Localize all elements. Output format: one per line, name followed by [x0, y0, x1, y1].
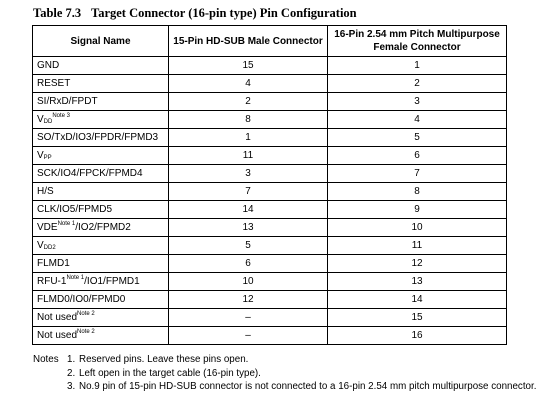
table-row: [33, 93, 507, 111]
note-item: [33, 380, 536, 394]
pin16-cell: 7: [328, 165, 507, 183]
signal-name: V: [37, 150, 44, 161]
signal-name: H/S: [37, 186, 54, 197]
signal-name: VDE: [37, 222, 58, 233]
pin16-cell: 2: [328, 75, 507, 93]
pin16-cell: 14: [328, 291, 507, 309]
table-row: [33, 291, 507, 309]
hdsub-pin-cell: 4: [169, 75, 328, 93]
signal-name-cell: [33, 147, 169, 165]
table-row: [33, 273, 507, 291]
signal-name-cell: [33, 273, 169, 291]
table-row: [33, 129, 507, 147]
signal-name: SO/TxD/IO3/FPDR/FPMD3: [37, 132, 159, 143]
notes: [33, 353, 536, 394]
hdsub-pin-cell: –: [169, 309, 328, 327]
signal-subscript: PP: [43, 155, 52, 161]
table-title: Target Connector (16-pin type) Pin Configuration: [91, 6, 357, 20]
note-item: [33, 353, 536, 367]
note-number: 1.: [67, 354, 76, 365]
pin16-cell: 13: [328, 273, 507, 291]
table-row: [33, 237, 507, 255]
hdsub-pin-cell: 6: [169, 255, 328, 273]
signal-name-suffix: /IO1/FPMD1: [84, 276, 140, 287]
table-row: [33, 309, 507, 327]
note-number: 2.: [67, 367, 76, 379]
pin16-cell: 9: [328, 201, 507, 219]
signal-name-cell: [33, 309, 169, 327]
signal-name: V: [37, 240, 44, 251]
signal-name-cell: [33, 255, 169, 273]
note-text: Left open in the target cable (16-pin type).: [79, 367, 261, 379]
table-row: [33, 57, 507, 75]
hdsub-pin-cell: 7: [169, 183, 328, 201]
hdsub-pin-cell: 2: [169, 93, 328, 111]
pin16-cell: 8: [328, 183, 507, 201]
table-number: Table 7.3: [33, 6, 82, 20]
signal-name-cell: [33, 183, 169, 201]
note-text: No.9 pin of 15-pin HD-SUB connector is not connected to a 16-pin 2.54 mm pitch multipurpose connector.: [79, 381, 537, 392]
signal-name-cell: [33, 75, 169, 93]
signal-name: V: [37, 114, 44, 125]
signal-subscript: DD: [43, 119, 53, 125]
signal-name-cell: [33, 219, 169, 237]
signal-name-cell: [33, 201, 169, 219]
table-header-row: [33, 26, 507, 57]
pin16-cell: 6: [328, 147, 507, 165]
table-row: [33, 75, 507, 93]
hdsub-pin-cell: 14: [169, 201, 328, 219]
pin16-cell: 11: [328, 237, 507, 255]
signal-name: Not used: [37, 312, 78, 323]
hdsub-pin-cell: 3: [169, 165, 328, 183]
header-signal-name: Signal Name: [33, 26, 169, 57]
note-reference: Note 2: [77, 329, 95, 335]
table-caption: [33, 6, 357, 21]
hdsub-pin-cell: 11: [169, 147, 328, 165]
signal-name: SI/RxD/FPDT: [37, 96, 98, 107]
note-reference: Note 1: [57, 221, 76, 227]
signal-name: FLMD0/IO0/FPMD0: [37, 294, 126, 305]
header-hdsub-connector: 15-Pin HD-SUB Male Connector: [169, 26, 328, 57]
hdsub-pin-cell: 13: [169, 219, 328, 237]
table-row: [33, 111, 507, 129]
note-reference: Note 2: [77, 311, 95, 317]
pin16-cell: 10: [328, 219, 507, 237]
pin16-cell: 3: [328, 93, 507, 111]
pin16-cell: 5: [328, 129, 507, 147]
note-item: [33, 367, 536, 381]
signal-name-cell: [33, 237, 169, 255]
table-row: [33, 327, 507, 345]
signal-name-cell: [33, 291, 169, 309]
hdsub-pin-cell: 10: [169, 273, 328, 291]
table-row: [33, 255, 507, 273]
note-reference: Note 1: [66, 275, 85, 281]
pin16-cell: 1: [328, 57, 507, 75]
pin16-cell: 15: [328, 309, 507, 327]
signal-name-cell: [33, 165, 169, 183]
signal-name: GND: [37, 60, 60, 71]
hdsub-pin-cell: 5: [169, 237, 328, 255]
signal-name-cell: [33, 327, 169, 345]
hdsub-pin-cell: –: [169, 327, 328, 345]
signal-name: CLK/IO5/FPMD5: [37, 204, 113, 215]
hdsub-pin-cell: 1: [169, 129, 328, 147]
pin16-cell: 12: [328, 255, 507, 273]
pin16-cell: 16: [328, 327, 507, 345]
pin-configuration-table: [32, 25, 507, 345]
note-text: Reserved pins. Leave these pins open.: [79, 354, 249, 365]
signal-name-suffix: /IO2/FPMD2: [75, 222, 131, 233]
signal-name: Not used: [37, 330, 78, 341]
signal-name-cell: [33, 93, 169, 111]
signal-name-cell: [33, 129, 169, 147]
header-16pin-connector: 16-Pin 2.54 mm Pitch Multipurpose Female Connector: [328, 26, 507, 57]
table-row: [33, 219, 507, 237]
signal-name: SCK/IO4/FPCK/FPMD4: [37, 168, 143, 179]
note-reference: Note 3: [52, 113, 71, 119]
signal-name-cell: [33, 57, 169, 75]
signal-name: RFU-1: [37, 276, 67, 287]
hdsub-pin-cell: 8: [169, 111, 328, 129]
table-row: [33, 165, 507, 183]
signal-name-cell: [33, 111, 169, 129]
table-row: [33, 147, 507, 165]
hdsub-pin-cell: 12: [169, 291, 328, 309]
pin16-cell: 4: [328, 111, 507, 129]
table-row: [33, 183, 507, 201]
note-number: 3.: [67, 381, 76, 392]
notes-lead: Notes: [33, 354, 59, 365]
signal-name: RESET: [37, 78, 71, 89]
table-row: [33, 201, 507, 219]
signal-subscript: DD2: [43, 245, 56, 251]
hdsub-pin-cell: 15: [169, 57, 328, 75]
signal-name: FLMD1: [37, 258, 70, 269]
